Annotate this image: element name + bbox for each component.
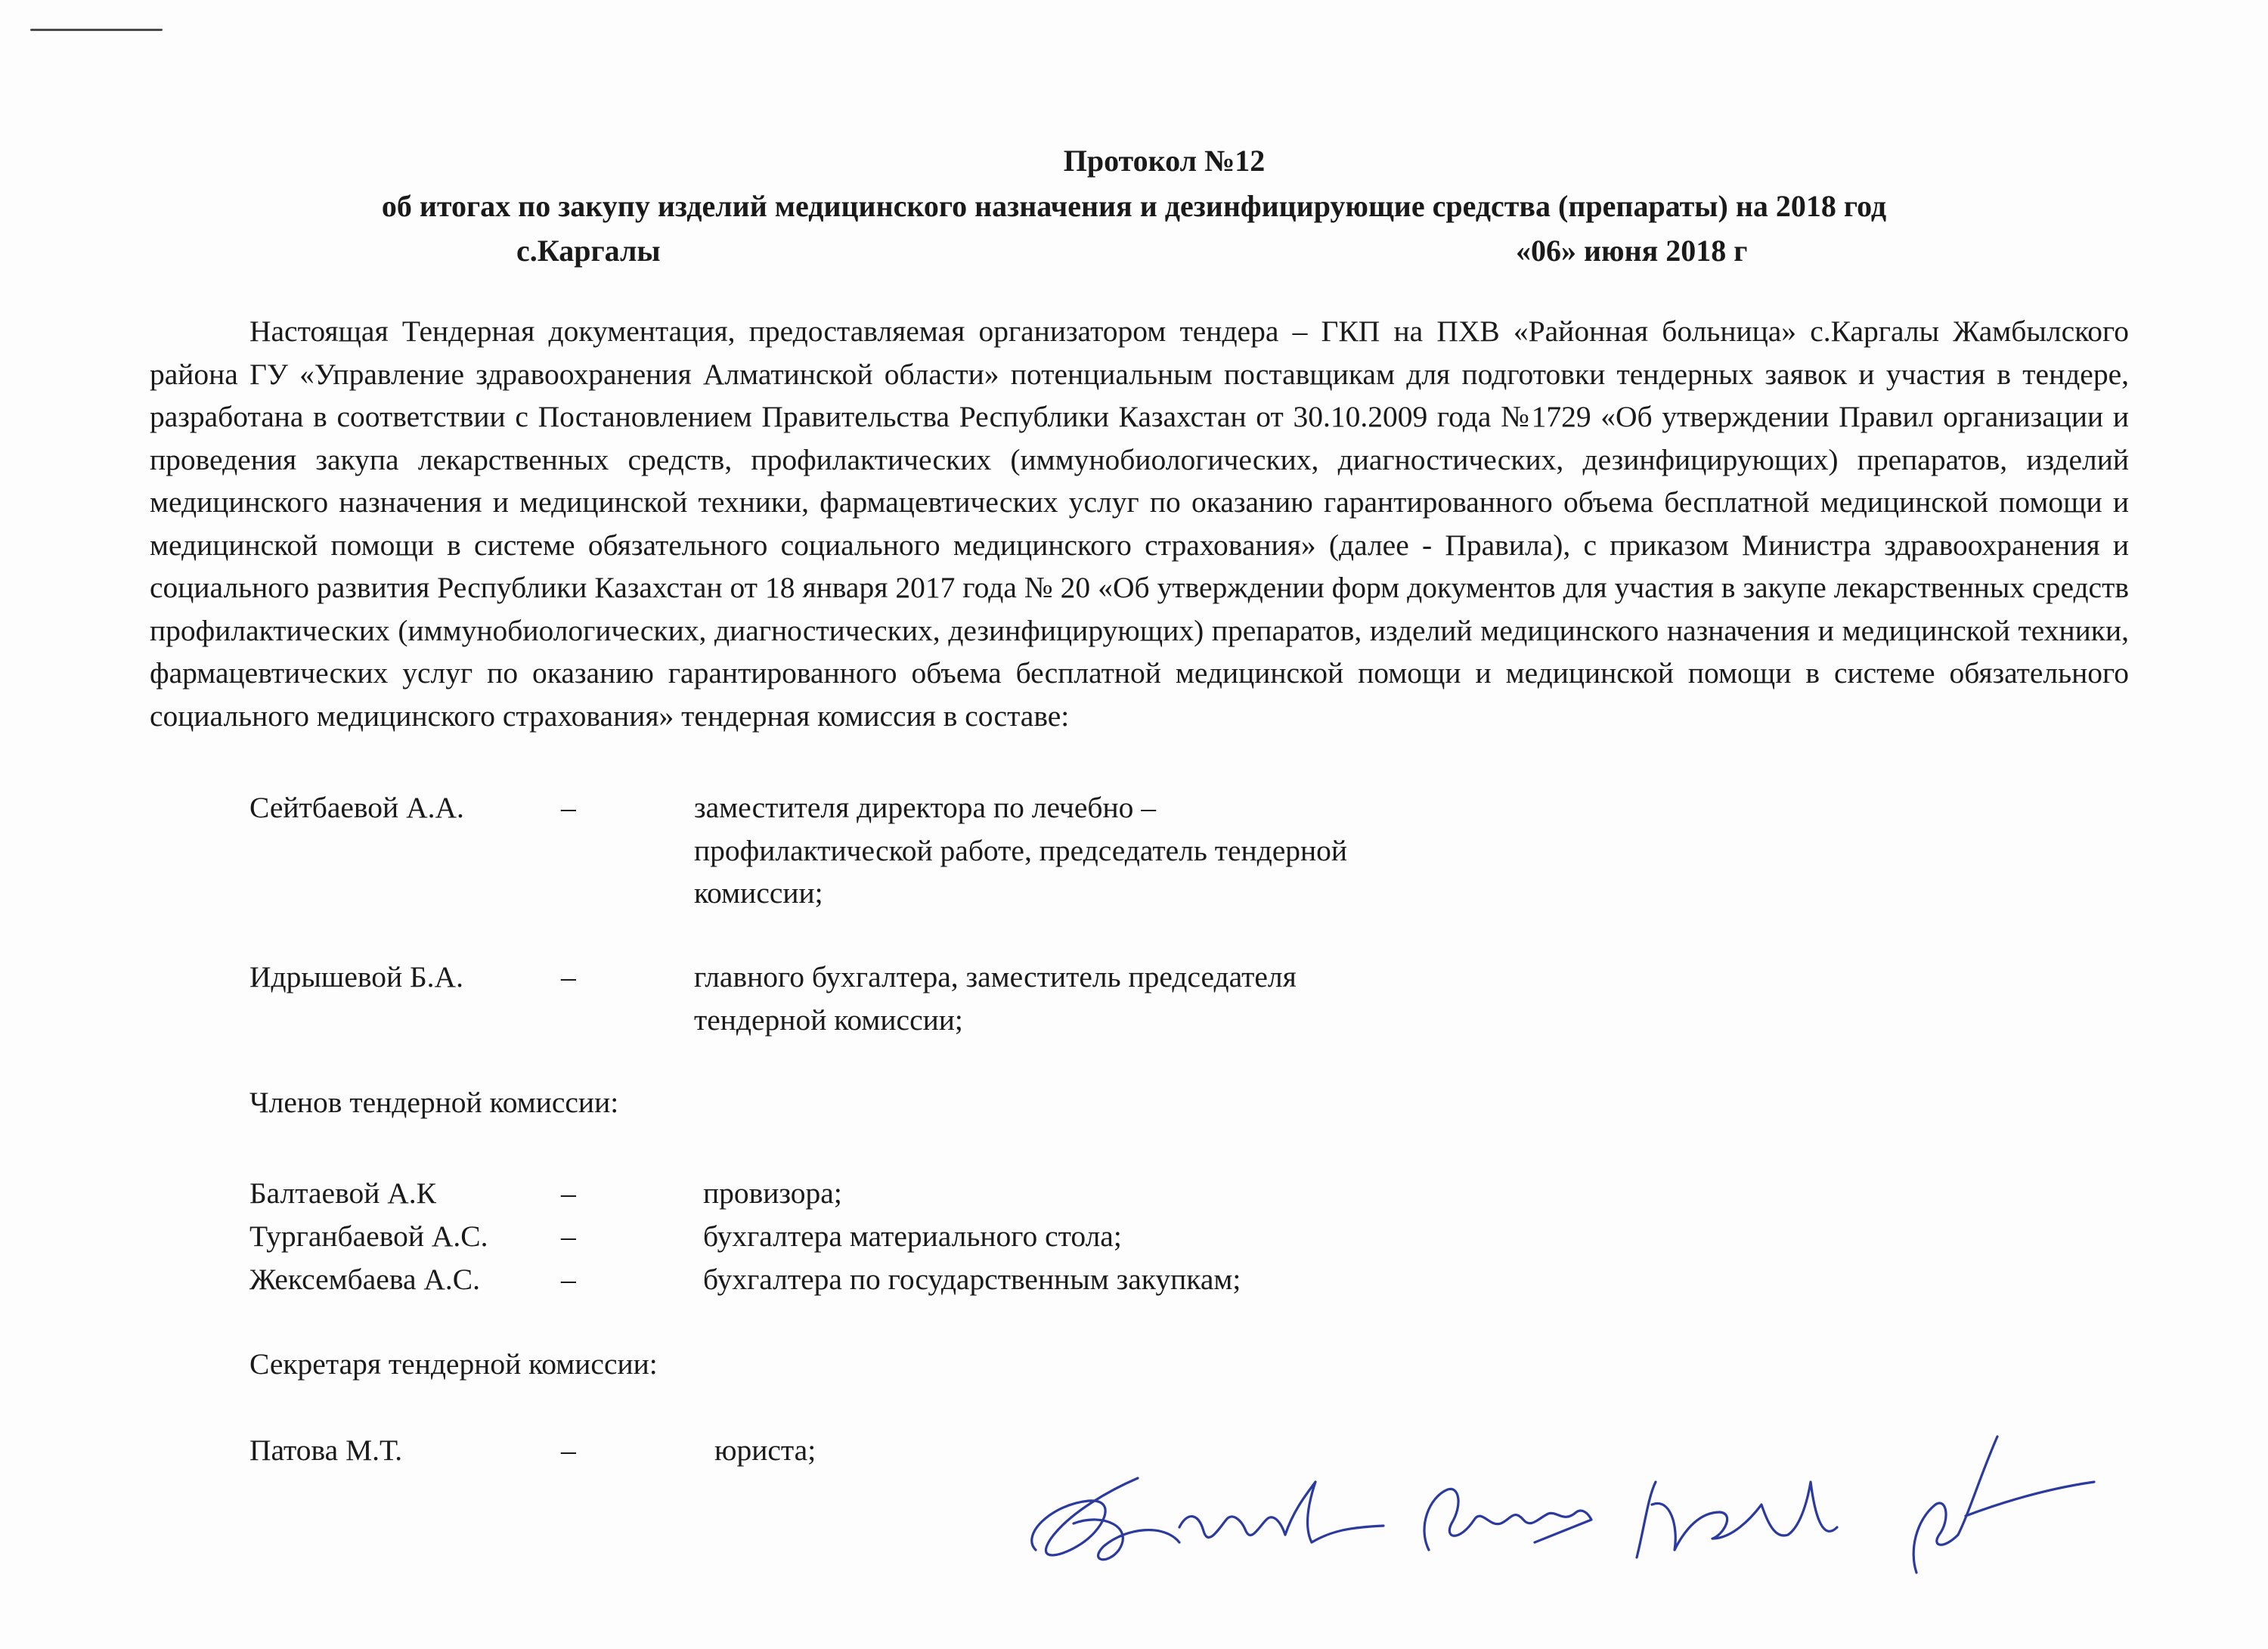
member-role: бухгалтера по государственным закупкам; (703, 1263, 1241, 1296)
signature-3 (1637, 1482, 1837, 1558)
body-paragraph (150, 310, 2129, 737)
secretary-name: Патова М.Т. (249, 1434, 403, 1467)
body-line: «Об утверждении Правил организации и проведения закупа лекарственных средств, профилактических (иммунобиологических, (150, 400, 2129, 476)
chair-dash: – (561, 791, 576, 824)
document-title: Протокол №12 (1063, 144, 1266, 178)
chair-role-line: комиссии; (694, 876, 823, 910)
handwritten-signatures (1005, 1399, 2139, 1610)
signature-1 (1032, 1478, 1179, 1560)
member-dash: – (561, 1176, 576, 1210)
chair-role-line: профилактической работе, председатель тендерной (694, 834, 1348, 867)
deputy-dash: – (561, 960, 576, 993)
signature-ink-group (1032, 1437, 2094, 1573)
body-line: фармацевтических услуг по оказанию гарантированного объема бесплатной медицинской помощи и медицинской помощи в системе (150, 656, 1950, 690)
secretary-label: Секретаря тендерной комиссии: (249, 1347, 658, 1381)
member-role: бухгалтера материального стола; (703, 1220, 1122, 1253)
body-line: (иммунобиологических, диагностических, дезинфицирующих) препаратов, изделий медицинского назначения и медицинской техники, (398, 613, 2129, 647)
member-name: Балтаевой А.К (249, 1176, 436, 1210)
signature-1b (1179, 1482, 1383, 1542)
chair-name: Сейтбаевой А.А. (249, 791, 464, 824)
signature-4 (1913, 1437, 2094, 1573)
secretary-role: юриста; (714, 1434, 816, 1467)
member-name: Жексембаева А.С. (249, 1263, 480, 1296)
member-name: Турганбаевой А.С. (249, 1220, 488, 1253)
document-date: «06» июня 2018 г (1516, 234, 1748, 268)
body-line: января 2017 года № 20 «Об утверждении форм документов для участия в закупе лекарственных средств профилактических (150, 571, 2129, 647)
secretary-dash: – (561, 1434, 576, 1467)
member-dash: – (561, 1263, 576, 1296)
members-label: Членов тендерной комиссии: (249, 1086, 619, 1119)
body-line: диагностических, дезинфицирующих) препаратов, изделий медицинского назначения и медицинской техники, фармацевтических услуг по (150, 442, 2129, 519)
body-line: Настоящая Тендерная документация, предоставляемая организатором тендера – ГКП на ПХВ «Районная больница» с.Каргалы (249, 315, 1954, 348)
deputy-role-line: главного бухгалтера, заместитель председателя (694, 960, 1297, 993)
deputy-name: Идрышевой Б.А. (249, 960, 463, 993)
body-line: медицинского страхования» (далее - Правила), с приказом Министра здравоохранения и социального развития Республики Казахстан от 18 (150, 528, 2129, 604)
scan-artifact-line (30, 29, 163, 31)
body-line: обязательного социального медицинского страхования» тендерная комиссия в составе: (150, 656, 2129, 733)
body-line: заявок и участия в тендере, разработана в соответствии с Постановлением Правительства Республики Казахстан от 30.10.2009 года №1729 (150, 357, 2129, 433)
document-place: с.Каргалы (516, 234, 661, 268)
body-line: Жамбылского района ГУ «Управление здравоохранения Алматинской области» потенциальным поставщикам для подготовки тендерных (150, 315, 2129, 391)
body-line: оказанию гарантированного объема бесплатной медицинской помощи и медицинской помощи в системе обязательного социального (150, 485, 2129, 562)
member-dash: – (561, 1220, 576, 1253)
signature-2 (1424, 1489, 1591, 1550)
deputy-role-line: тендерной комиссии; (694, 1003, 963, 1037)
document-subtitle: об итогах по закупу изделий медицинского назначения и дезинфицирующие средства (препараты) на 2018 год (381, 189, 1887, 223)
chair-role-line: заместителя директора по лечебно – (694, 791, 1156, 824)
member-role: провизора; (703, 1176, 842, 1210)
